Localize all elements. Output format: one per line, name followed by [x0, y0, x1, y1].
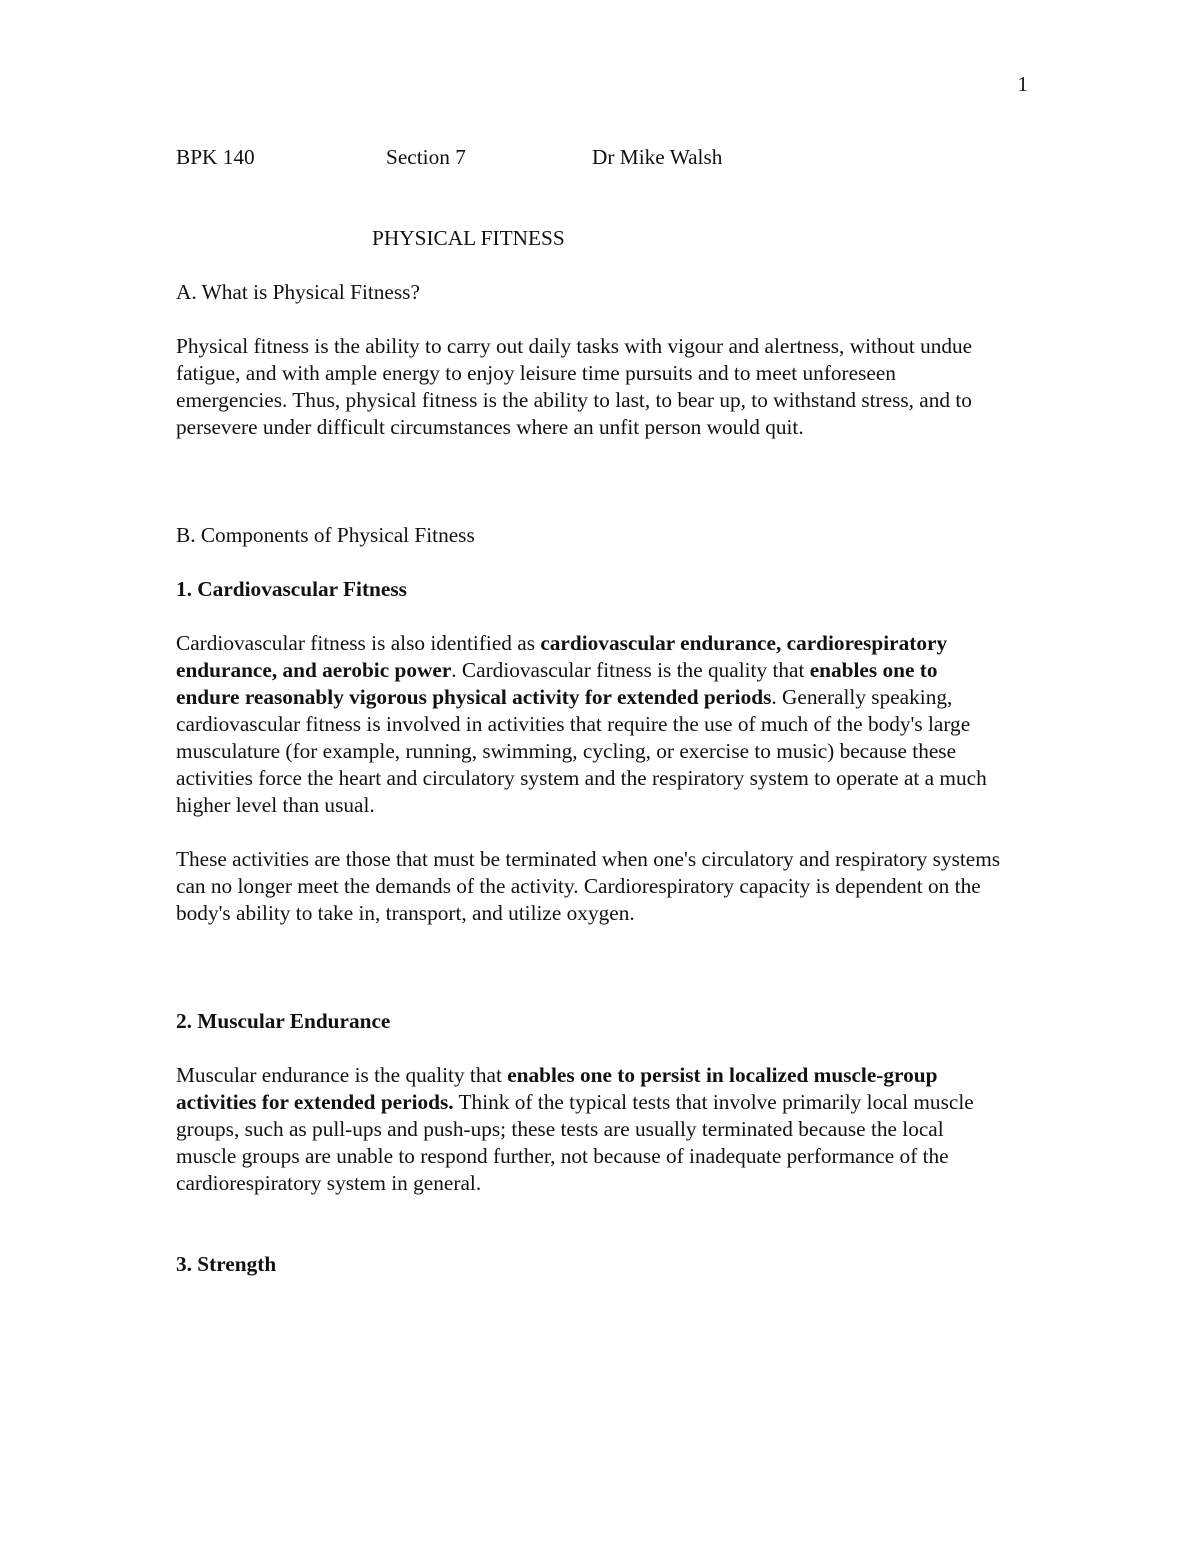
section-a-heading: A. What is Physical Fitness? [176, 280, 420, 304]
cardio-p1-bold-2: enables one to endure reasonably vigorous physical activity for extended periods [176, 658, 938, 709]
muscular-heading: 2. Muscular Endurance [176, 1009, 391, 1033]
muscular-text-2: Think of the typical tests that involve primarily local muscle groups, such as pull-ups and push-ups; these tests are usually terminated because the local muscle groups are unable to respond further, not because of inadequate performance of the cardiorespiratory system in general. [176, 1090, 974, 1195]
page-number: 1 [1017, 72, 1028, 96]
muscular-bold: enables one to persist in localized muscle-group activities for extended periods. [176, 1063, 938, 1114]
muscular-paragraph [176, 1062, 1006, 1197]
document-title: PHYSICAL FITNESS [372, 226, 565, 250]
cardio-paragraph-2: These activities are those that must be terminated when one's circulatory and respiratory systems can no longer meet the demands of the activity. Cardiorespiratory capacity is dependent on the body's ability to take in, transport, and utilize oxygen. [176, 847, 1001, 925]
section-b-heading: B. Components of Physical Fitness [176, 523, 475, 547]
course-code: BPK 140 [176, 145, 255, 169]
instructor-name: Dr Mike Walsh [592, 145, 723, 169]
cardio-p1-text-1: Cardiovascular fitness is also identified as [176, 631, 541, 655]
strength-heading: 3. Strength [176, 1252, 277, 1276]
cardio-paragraph-1 [176, 630, 1006, 819]
document-body [176, 144, 1006, 1278]
cardio-p1-text-2: . Cardiovascular fitness is the quality that [451, 658, 810, 682]
cardio-heading: 1. Cardiovascular Fitness [176, 577, 407, 601]
muscular-text-1: Muscular endurance is the quality that [176, 1063, 508, 1087]
course-section: Section 7 [386, 145, 466, 169]
section-a-paragraph: Physical fitness is the ability to carry out daily tasks with vigour and alertness, without undue fatigue, and with ample energy to enjoy leisure time pursuits and to meet unforeseen emergencies. Thus, physical fitness is the ability to last, to bear up, to withstand stress, and to persevere under difficult circumstances where an unfit person would quit. [176, 334, 973, 439]
cardio-p1-text-3: . Generally speaking, cardiovascular fitness is involved in activities that require the use of much of the body's large musculature (for example, running, swimming, cycling, or exercise to music) because these activities force the heart and circulatory system and the respiratory system to operate at a much higher level than usual. [176, 685, 987, 817]
cardio-p1-bold-1: cardiovascular endurance, cardiorespiratory endurance, and aerobic power [176, 631, 948, 682]
course-header [176, 144, 1006, 171]
